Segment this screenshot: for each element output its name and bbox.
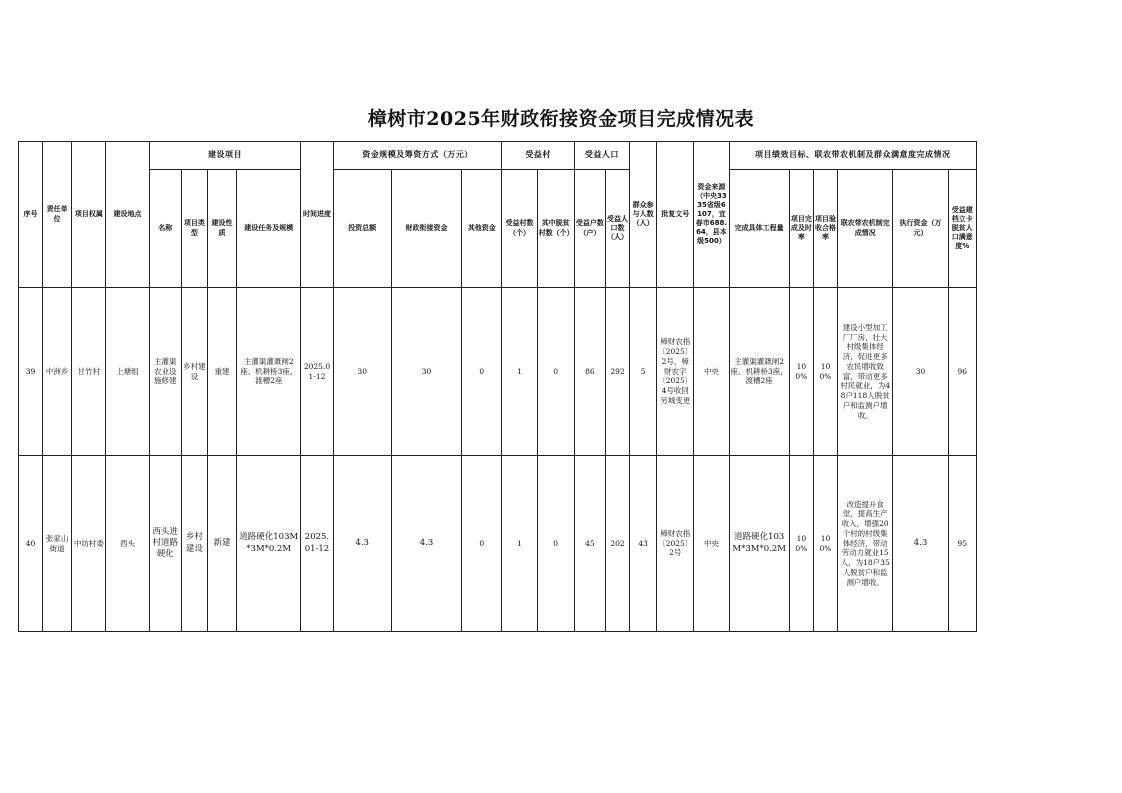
cell-households: 86: [574, 288, 605, 456]
cell-type: 乡村建设: [181, 288, 207, 456]
group-beneficiary-population: 受益人口: [574, 142, 629, 170]
cell-type: 乡村建设: [181, 456, 207, 632]
cell-other-funds: 0: [462, 456, 502, 632]
col-completed-work: 完成具体工程量: [729, 170, 789, 288]
col-on-time: 项目完成及时率: [789, 170, 813, 288]
group-performance: 项目绩效目标、联农带农机制及群众满意度完成情况: [729, 142, 976, 170]
table-row: [19, 288, 977, 456]
group-construction-project: 建设项目: [149, 142, 301, 170]
col-approval: 批复文号: [657, 142, 694, 288]
col-total: 投资总额: [333, 170, 391, 288]
cell-mechanism: 建设小型加工厂厂房，壮大村级集体经济，促进更多农民增收致富，带动更多村民就业，为48户118人脱贫户和监测户增收。: [838, 288, 893, 456]
col-mechanism: 联农带农机制完成情况: [838, 170, 893, 288]
col-scale: 建设任务及规模: [237, 170, 301, 288]
cell-total: 30: [333, 288, 391, 456]
cell-location: 西头: [106, 456, 149, 632]
col-nature: 建设性质: [207, 170, 236, 288]
cell-satisfaction: 96: [948, 288, 976, 456]
project-completion-table: [18, 141, 977, 632]
cell-participants: 5: [630, 288, 657, 456]
cell-on-time: 100%: [789, 288, 813, 456]
page-title: 樟树市2025年财政衔接资金项目完成情况表: [367, 108, 755, 130]
cell-name: 西头进村道路硬化: [149, 456, 181, 632]
col-progress: 时间进度: [301, 142, 333, 288]
col-acceptance: 项目验收合格率: [813, 170, 837, 288]
col-name: 名称: [149, 170, 181, 288]
cell-participants: 43: [630, 456, 657, 632]
cell-location: 上塘组: [106, 288, 149, 456]
header-row-1: [19, 142, 977, 170]
cell-unit: 张家山街道: [43, 456, 72, 632]
col-linkage-funds: 财政衔接资金: [391, 170, 461, 288]
cell-fund-source: 中央: [694, 456, 729, 632]
cell-villages: 1: [502, 288, 537, 456]
col-ownership: 项目权属: [72, 142, 106, 288]
cell-scale: 道路硬化103M*3M*0.2M: [237, 456, 301, 632]
col-fund-source: 资金来源（中央3335省级6107，宜春市688.64，县本级500）: [694, 142, 729, 288]
cell-on-time: 100%: [789, 456, 813, 632]
col-poor-villages: 其中脱贫村数（个）: [537, 170, 574, 288]
cell-ownership: 甘竹村: [72, 288, 106, 456]
col-villages: 受益村数（个）: [502, 170, 537, 288]
cell-completed-work: 主灌渠灌溉闸2座、机耕桥3座，渡槽2座: [729, 288, 789, 456]
col-executed: 执行资金（万元）: [893, 170, 948, 288]
cell-scale: 主灌渠灌溉闸2座、机耕桥3座，渡槽2座: [237, 288, 301, 456]
header-row-2: [19, 170, 977, 288]
cell-people: 292: [605, 288, 629, 456]
col-type: 项目类型: [181, 170, 207, 288]
cell-linkage-funds: 4.3: [391, 456, 461, 632]
cell-fund-source: 中央: [694, 288, 729, 456]
cell-satisfaction: 95: [948, 456, 976, 632]
cell-approval: 樟财农指〔2025〕2号: [657, 456, 694, 632]
cell-completed-work: 道路硬化103M*3M*0.2M: [729, 456, 789, 632]
cell-poor-villages: 0: [537, 456, 574, 632]
col-households: 受益户数（户）: [574, 170, 605, 288]
cell-total: 4.3: [333, 456, 391, 632]
group-funding: 资金规模及筹资方式（万元）: [333, 142, 502, 170]
col-satisfaction: 受益建档立卡脱贫人口满意度%: [948, 170, 976, 288]
cell-progress: 2025.01-12: [301, 288, 333, 456]
cell-ownership: 中坊村委: [72, 456, 106, 632]
col-location: 建设地点: [106, 142, 149, 288]
col-seq: 序号: [19, 142, 43, 288]
col-participants: 群众参与人数（人）: [630, 142, 657, 288]
cell-linkage-funds: 30: [391, 288, 461, 456]
cell-name: 主灌渠农业设施修建: [149, 288, 181, 456]
cell-households: 45: [574, 456, 605, 632]
cell-mechanism: 改造提升食堂，提高生产收入，增强20个村的村级集体经济，带动劳动力就业15人，为18户35人脱贫户和监测户增收。: [838, 456, 893, 632]
cell-acceptance: 100%: [813, 288, 837, 456]
cell-executed: 30: [893, 288, 948, 456]
col-people: 受益人口数（人）: [605, 170, 629, 288]
cell-seq: 40: [19, 456, 43, 632]
cell-nature: 重建: [207, 288, 236, 456]
cell-seq: 39: [19, 288, 43, 456]
cell-executed: 4.3: [893, 456, 948, 632]
cell-acceptance: 100%: [813, 456, 837, 632]
cell-nature: 新建: [207, 456, 236, 632]
cell-people: 202: [605, 456, 629, 632]
cell-poor-villages: 0: [537, 288, 574, 456]
cell-other-funds: 0: [462, 288, 502, 456]
cell-unit: 中洲乡: [43, 288, 72, 456]
col-unit: 责任单位: [43, 142, 72, 288]
group-beneficiary-villages: 受益村: [502, 142, 574, 170]
cell-progress: 2025.01-12: [301, 456, 333, 632]
cell-villages: 1: [502, 456, 537, 632]
table-row: [19, 456, 977, 632]
col-other-funds: 其他资金: [462, 170, 502, 288]
cell-approval: 樟财农指〔2025〕2号，樟财农字〔2025〕4号收回另城变更: [657, 288, 694, 456]
